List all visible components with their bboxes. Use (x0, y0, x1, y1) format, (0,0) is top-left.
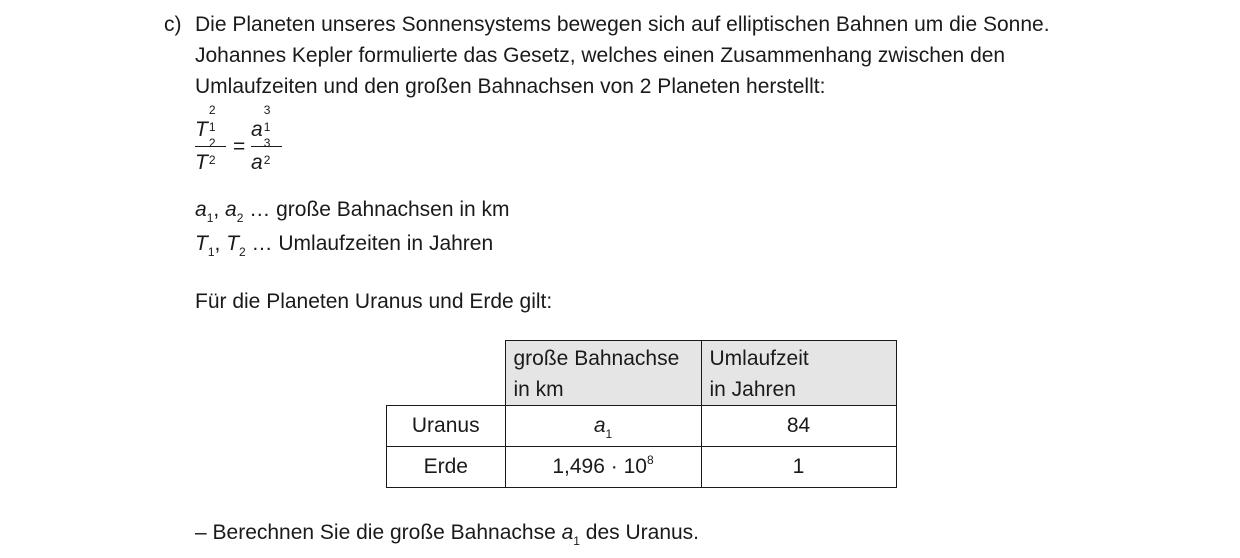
definition-axes: $a_1$, $a_2$ … große Bahnachsen in km (195, 198, 510, 225)
intro-line: Die Planeten unseres Sonnensystems bewegen sich auf elliptischen Bahnen um die Sonne. (195, 13, 1050, 36)
table-row (387, 447, 897, 488)
header-axis: große Bahnachse in km (505, 341, 701, 406)
planet-name: Erde (387, 447, 506, 488)
task-intro (195, 9, 1155, 102)
equals-sign: = (233, 135, 246, 158)
task-instruction: – Berechnen Sie die große Bahnachse $a_1$ des Uranus. (195, 521, 700, 548)
variable-definitions (195, 194, 510, 262)
axis-value: $a_1$ (505, 406, 701, 447)
definition-periods: $T_1$, $T_2$ … Umlaufzeiten in Jahren (195, 232, 494, 259)
table-header-row (387, 341, 897, 406)
header-period: Umlaufzeit in Jahren (701, 341, 896, 406)
table-row (387, 406, 897, 447)
axis-value: $1,496 \cdot 10^8$ (505, 447, 701, 488)
planet-name: Uranus (387, 406, 506, 447)
task-label: c) (164, 13, 182, 36)
given-text: Für die Planeten Uranus und Erde gilt: (195, 290, 553, 313)
period-value: 1 (701, 447, 896, 488)
empty-cell (387, 341, 506, 406)
intro-line: Umlaufzeiten und den großen Bahnachsen von 2 Planeten herstellt: (195, 75, 826, 98)
period-value: 84 (701, 406, 896, 447)
intro-line: Johannes Kepler formulierte das Gesetz, welches einen Zusammenhang zwischen den (195, 44, 1006, 67)
planet-table (386, 340, 897, 488)
